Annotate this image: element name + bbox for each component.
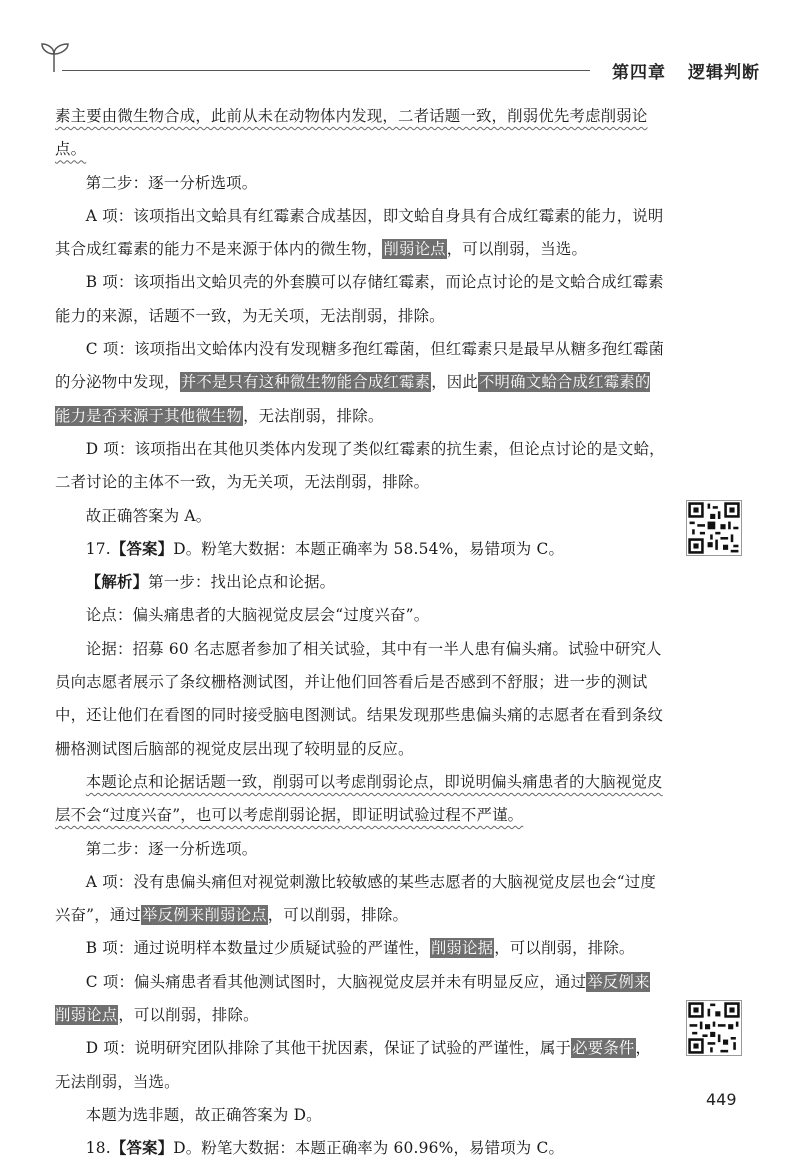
paragraph xyxy=(55,566,665,599)
wavy-text: 本题论点和论据话题一致，削弱可以考虑削弱论点，即说明偏头痛患者的大脑视觉皮层不会“过度兴奋”，也可以考虑削弱论据，即证明试验过程不严谨。 xyxy=(55,772,663,825)
paragraph: B 项：该项指出文蛤贝壳的外套膜可以存储红霉素，而论点讨论的是文蛤合成红霉素能力的来源，话题不一致，为无关项，无法削弱，排除。 xyxy=(55,273,664,325)
text: ，无法削弱，当选。 xyxy=(55,1039,652,1091)
highlight: 削弱论点 xyxy=(383,240,446,259)
paragraph xyxy=(55,966,665,1033)
paragraph: 第二步：逐一分析选项。 xyxy=(85,173,258,192)
paragraph xyxy=(55,333,665,433)
highlight: 举反例来削弱论点 xyxy=(55,972,650,1025)
header-title xyxy=(612,58,760,83)
analysis-label: 【解析】 xyxy=(85,573,149,592)
text: D 项：说明研究团队排除了其他干扰因素，保证了试验的严谨性，属于 xyxy=(85,1039,572,1058)
paragraph xyxy=(55,100,665,167)
paragraph xyxy=(55,200,665,267)
paragraph: 故正确答案为 A。 xyxy=(85,506,212,525)
answer-label: 【答案】 xyxy=(110,1139,174,1158)
text: ，可以削弱，排除。 xyxy=(118,1006,259,1025)
section-label: 逻辑判断 xyxy=(688,63,760,83)
highlight: 削弱论据 xyxy=(430,939,494,958)
text: 第一步：找出论点和论据。 xyxy=(148,573,336,592)
paragraph xyxy=(55,866,665,933)
qr-code-icon[interactable] xyxy=(686,1000,742,1056)
page-body xyxy=(55,100,665,1166)
paragraph: 论点：偏头痛患者的大脑视觉皮层会“过度兴奋”。 xyxy=(85,606,430,625)
answer-label: 【答案】 xyxy=(110,539,174,558)
highlight: 不明确文蛤合成红霉素的能力是否来源于其他微生物 xyxy=(55,373,651,425)
qr-code-icon[interactable] xyxy=(686,500,742,556)
text: ，因此 xyxy=(431,373,478,392)
text: D。粉笔大数据：本题正确率为 58.54%，易错项为 C。 xyxy=(173,539,565,558)
paragraph xyxy=(55,1032,665,1099)
text: C 项：偏头痛患者看其他测试图时，大脑视觉皮层并未有明显反应，通过 xyxy=(85,972,587,991)
text: D。粉笔大数据：本题正确率为 60.96%，易错项为 C。 xyxy=(173,1139,565,1158)
chapter-label: 第四章 xyxy=(612,63,666,83)
answer-17 xyxy=(55,533,665,566)
highlight: 举反例来削弱论点 xyxy=(142,906,267,925)
text: ，可以削弱，排除。 xyxy=(494,939,635,958)
paragraph: 论据：招募 60 名志愿者参加了相关试验，其中有一半人患有偏头痛。试验中研究人员向志愿者展示了条纹栅格测试图，并让他们回答看后是否感到不舒服；进一步的测试中，还让他们在看图的同时接受脑电图测试。结果发现那些患偏头痛的志愿者在看到条纹栅格测试图后脑部的视觉皮层出现了较明显的反应。 xyxy=(55,639,664,758)
question-number: 18. xyxy=(85,1139,111,1158)
question-number: 17. xyxy=(85,539,111,558)
text: A 项：没有患偏头痛但对视觉刺激比较敏感的某些志愿者的大脑视觉皮层也会“过度兴奋”，通过 xyxy=(55,872,656,925)
paragraph xyxy=(55,932,665,965)
text: ，可以削弱，排除。 xyxy=(267,906,409,925)
answer-18 xyxy=(55,1132,665,1165)
paragraph: D 项：该项指出在其他贝类体内发现了类似红霉素的抗生素，但论点讨论的是文蛤，二者讨论的主体不一致，为无关项，无法削弱，排除。 xyxy=(55,439,665,492)
paragraph: 第二步：逐一分析选项。 xyxy=(85,839,258,858)
paragraph xyxy=(55,766,665,833)
highlight: 并不是只有这种微生物能合成红霉素 xyxy=(180,373,431,392)
text: B 项：通过说明样本数量过少质疑试验的严谨性， xyxy=(85,939,430,958)
wavy-text: 素主要由微生物合成，此前从未在动物体内发现，二者话题一致，削弱优先考虑削弱论点。 xyxy=(55,107,648,159)
leaf-logo-icon xyxy=(40,40,70,74)
text: A 项：该项指出文蛤具有红霉素合成基因，即文蛤自身具有合成红霉素的能力，说明其合成红霉素的能力不是来源于体内的微生物， xyxy=(55,206,664,259)
text: C 项：该项指出文蛤体内没有发现糖多孢红霉菌，但红霉素只是最早从糖多孢红霉菌的分泌物中发现， xyxy=(55,340,665,392)
page-number: 449 xyxy=(706,1090,737,1109)
highlight: 必要条件 xyxy=(572,1039,635,1058)
text: ，无法削弱，排除。 xyxy=(243,406,384,425)
paragraph: 本题为选非题，故正确答案为 D。 xyxy=(85,1105,322,1124)
text: ，可以削弱，当选。 xyxy=(446,240,588,259)
header-rule xyxy=(62,70,590,71)
page-header xyxy=(40,40,760,83)
